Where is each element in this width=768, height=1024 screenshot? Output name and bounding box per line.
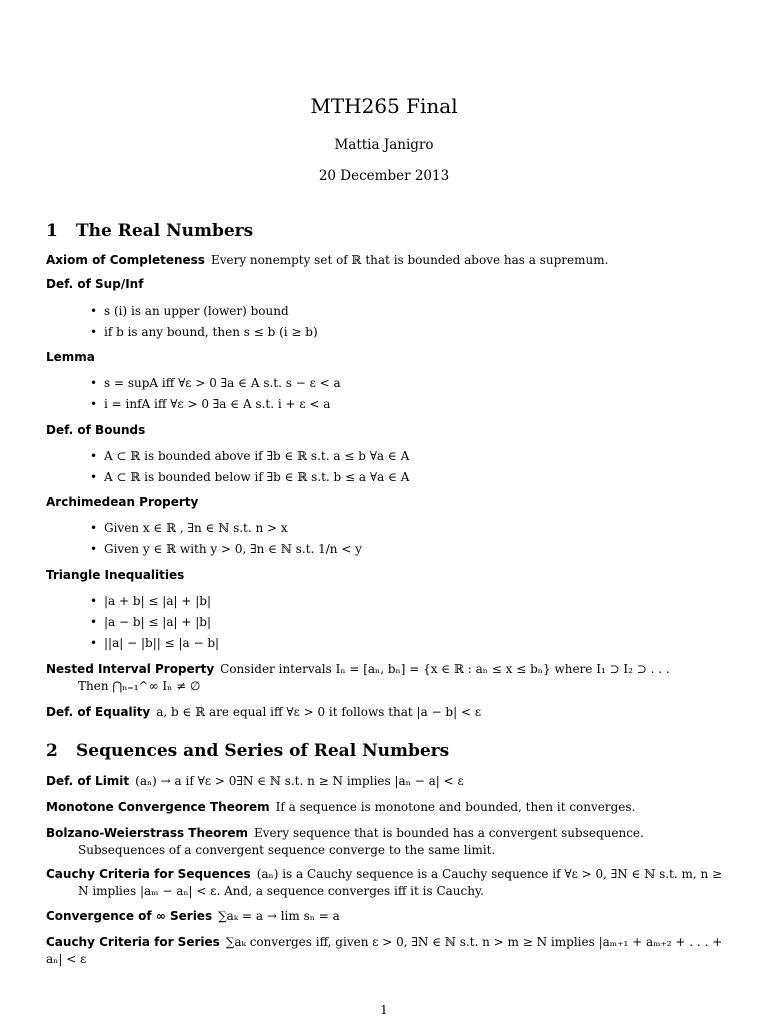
bounds-list xyxy=(90,446,409,488)
term-label: Bolzano-Weierstrass Theorem xyxy=(46,826,248,840)
section-title: The Real Numbers xyxy=(76,221,254,241)
list-item: • Given y ∈ ℝ with y > 0, ∃n ∈ ℕ s.t. 1/n < y xyxy=(90,542,362,556)
bounds-heading: Def. of Bounds xyxy=(46,423,146,437)
term-label: Cauchy Criteria for Sequences xyxy=(46,867,251,881)
list-item: • i = infA iff ∀ε > 0 ∃a ∈ A s.t. i + ε < a xyxy=(90,397,331,411)
cauchy-series-paragraph xyxy=(46,934,724,968)
list-item: • s = supA iff ∀ε > 0 ∃a ∈ A s.t. s − ε < a xyxy=(90,376,341,390)
lemma-heading: Lemma xyxy=(46,350,95,364)
monotone-paragraph xyxy=(46,799,724,816)
term-label: Axiom of Completeness xyxy=(46,253,205,267)
list-item: • A ⊂ ℝ is bounded above if ∃b ∈ ℝ s.t. a ≤ b ∀a ∈ A xyxy=(90,449,410,463)
triangle-list xyxy=(90,591,219,654)
definition-text: Every nonempty set of ℝ that is bounded above has a supremum. xyxy=(210,253,609,267)
definition-text: a, b ∈ ℝ are equal iff ∀ε > 0 it follows that |a − b| < ε xyxy=(156,705,482,719)
triangle-heading: Triangle Inequalities xyxy=(46,568,185,582)
nested-interval-paragraph xyxy=(46,661,724,695)
term-label: Convergence of ∞ Series xyxy=(46,909,213,923)
definition-text: ∑aₖ converges iff, given ε > 0, ∃N ∈ ℕ s.t. n > m ≥ N implies |aₘ₊₁ + aₘ₊₂ + . . . + aₙ| < ε xyxy=(46,935,723,966)
cauchy-sequence-paragraph xyxy=(46,866,724,900)
section-1-heading xyxy=(46,221,253,241)
list-item: • |a + b| ≤ |a| + |b| xyxy=(90,594,211,608)
convergence-paragraph xyxy=(46,908,724,925)
definition-text: (aₙ) is a Cauchy sequence is a Cauchy sequence if ∀ε > 0, ∃N ∈ ℕ s.t. m, n ≥ N implies |aₘ − aₙ| < ε. And, a sequence converges iff it is Cauchy. xyxy=(78,867,723,898)
section-2-heading xyxy=(46,741,449,761)
section-number: 2 xyxy=(46,741,58,761)
document-date: 20 December 2013 xyxy=(318,168,450,184)
supinf-heading: Def. of Sup/Inf xyxy=(46,277,144,291)
equality-paragraph xyxy=(46,704,724,721)
term-label: Def. of Limit xyxy=(46,774,130,788)
term-label: Def. of Equality xyxy=(46,705,151,719)
archimedean-heading: Archimedean Property xyxy=(46,495,199,509)
list-item: • s (i) is an upper (lower) bound xyxy=(90,304,289,318)
definition-text: (aₙ) → a if ∀ε > 0∃N ∈ ℕ s.t. n ≥ N implies |aₙ − a| < ε xyxy=(135,774,464,788)
list-item: • |a − b| ≤ |a| + |b| xyxy=(90,615,211,629)
supinf-list xyxy=(90,301,318,343)
page-number: 1 xyxy=(380,1003,388,1017)
document-title: MTH265 Final xyxy=(310,94,458,118)
list-item: • ||a| − |b|| ≤ |a − b| xyxy=(90,636,220,650)
list-item: • if b is any bound, then s ≤ b (i ≥ b) xyxy=(90,325,318,339)
archimedean-list xyxy=(90,518,362,560)
definition-text-2: Then ⋂ₙ₌₁^∞ Iₙ ≠ ∅ xyxy=(78,679,201,693)
section-title: Sequences and Series of Real Numbers xyxy=(76,741,450,761)
term-label: Cauchy Criteria for Series xyxy=(46,935,220,949)
limit-paragraph xyxy=(46,773,724,790)
section-number: 1 xyxy=(46,221,58,241)
list-item: • A ⊂ ℝ is bounded below if ∃b ∈ ℝ s.t. b ≤ a ∀a ∈ A xyxy=(90,470,410,484)
bolzano-paragraph xyxy=(46,825,724,859)
definition-text: If a sequence is monotone and bounded, then it converges. xyxy=(275,800,636,814)
list-item: • Given x ∈ ℝ , ∃n ∈ ℕ s.t. n > x xyxy=(90,521,288,535)
definition-text: ∑aₖ = a → lim sₙ = a xyxy=(218,909,340,923)
definition-text: Consider intervals Iₙ = [aₙ, bₙ] = {x ∈ ℝ : aₙ ≤ x ≤ bₙ} where I₁ ⊃ I₂ ⊃ . . . xyxy=(220,662,670,676)
term-label: Monotone Convergence Theorem xyxy=(46,800,270,814)
lemma-list xyxy=(90,373,341,415)
term-label: Nested Interval Property xyxy=(46,662,215,676)
completeness-paragraph xyxy=(46,252,724,269)
document-author: Mattia Janigro xyxy=(334,137,434,153)
definition-text: Every sequence that is bounded has a convergent subsequence. Subsequences of a convergent sequence converge to the same limit. xyxy=(78,826,644,857)
